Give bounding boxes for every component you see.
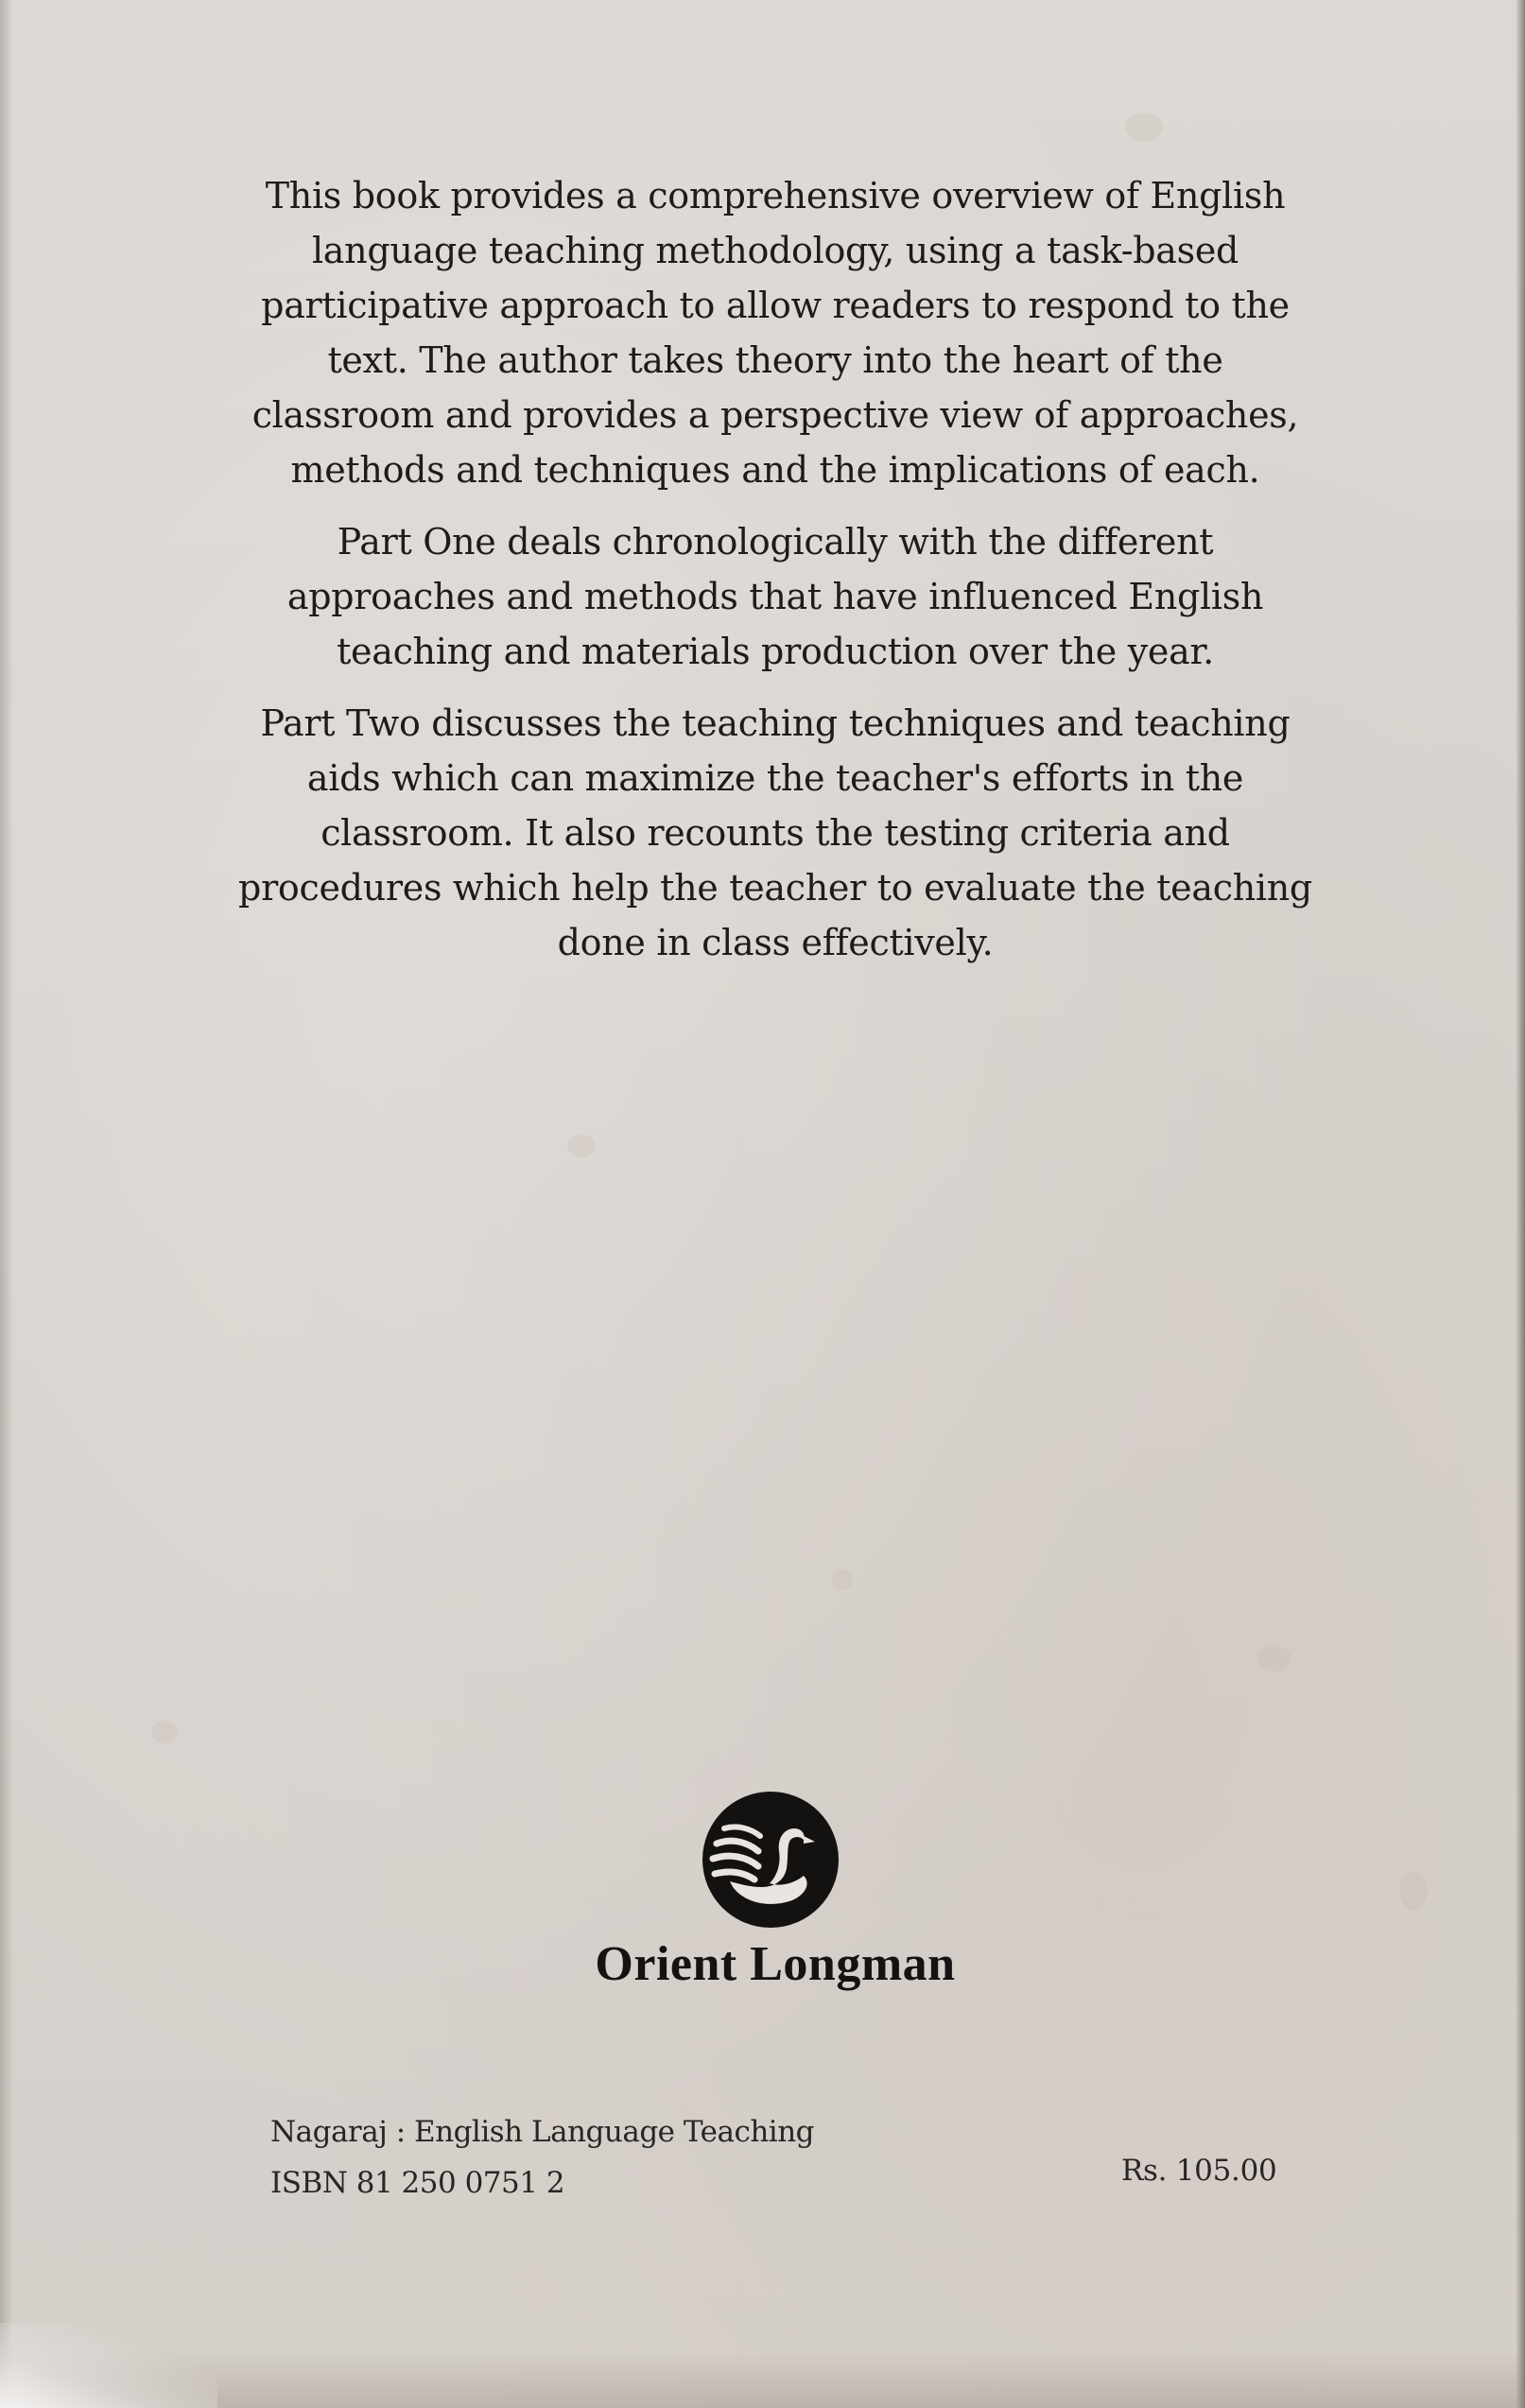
paper-spot bbox=[151, 1721, 178, 1743]
blurb-paragraph-1: This book provides a comprehensive overview of English language teaching methodology, using a task-based participative approach to allow readers to respond to the text. The author takes theory into the heart of the classroom and provides a perspective view of approaches, methods and techniques and the implications of each. bbox=[251, 175, 1299, 491]
publisher-name: Orient Longman bbox=[595, 1937, 956, 1991]
author-title-line: Nagaraj : English Language Teaching bbox=[270, 2115, 815, 2149]
bottom-edge-wear bbox=[0, 2351, 1525, 2408]
blurb-paragraph-2: Part One deals chronologically with the different approaches and methods that have influenced English teaching and materials production over the year. bbox=[286, 521, 1264, 672]
left-edge-wear bbox=[0, 0, 13, 2408]
paper-spot bbox=[1399, 1872, 1428, 1910]
paper-spot bbox=[567, 1135, 596, 1157]
blurb-paragraph-3: Part Two discusses the teaching techniques and teaching aids which can maximize the teacher's efforts in the classroom. It also recounts the testing criteria and procedures which help the teacher to evaluate the teaching done in class effectively. bbox=[238, 702, 1312, 963]
blurb-text bbox=[236, 168, 1314, 987]
price-label: Rs. 105.00 bbox=[1121, 2154, 1277, 2188]
paper-spot bbox=[1257, 1645, 1291, 1672]
right-edge-shadow bbox=[1516, 0, 1525, 2408]
swan-logo-icon bbox=[700, 1789, 841, 1931]
paper-spot bbox=[1125, 113, 1163, 142]
paper-spot bbox=[832, 1569, 853, 1590]
isbn-line: ISBN 81 250 0751 2 bbox=[270, 2166, 565, 2200]
corner-wear bbox=[0, 2323, 217, 2408]
imprint-block bbox=[270, 2106, 814, 2209]
